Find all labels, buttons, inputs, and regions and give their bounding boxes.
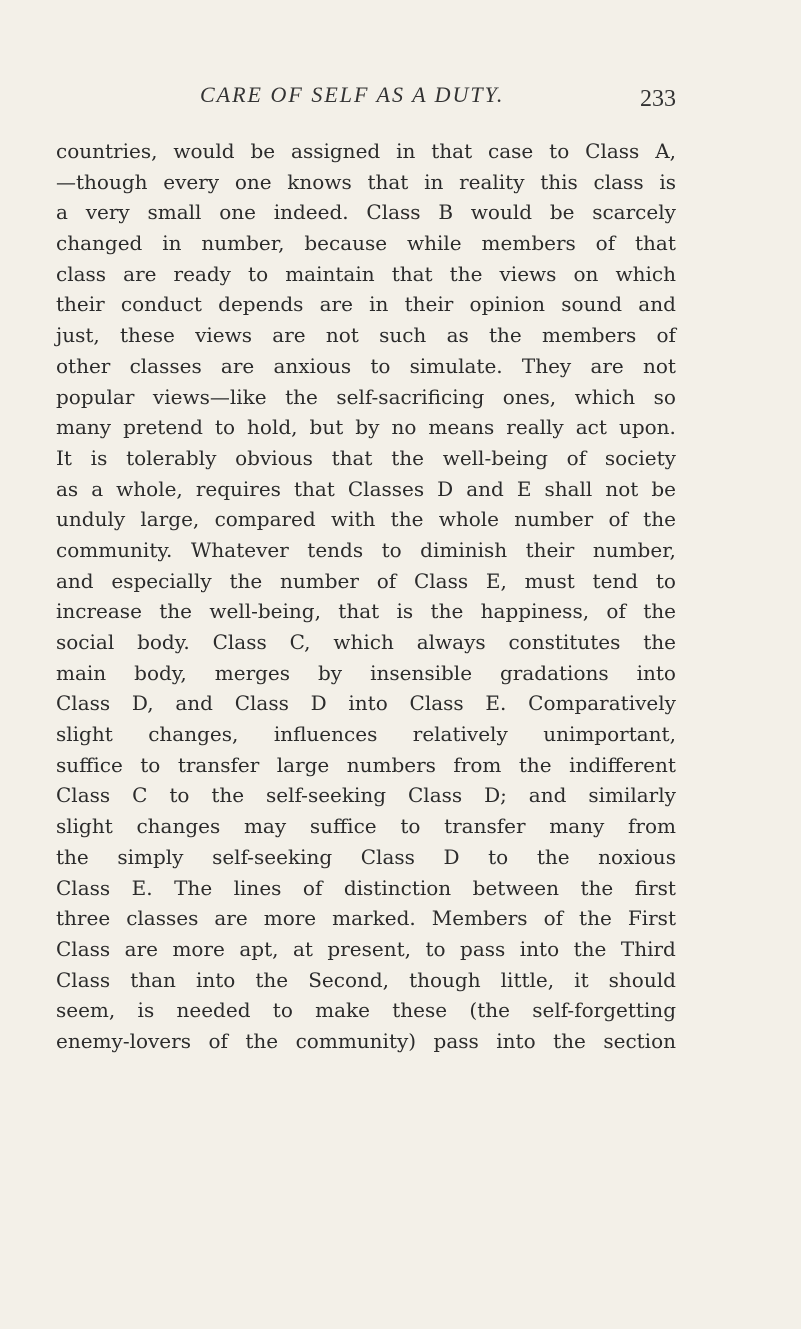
text-line: It is tolerably obvious that the well-being of society xyxy=(56,445,676,470)
page-number: 233 xyxy=(640,86,676,112)
text-line: enemy-lovers of the community) pass into the section xyxy=(56,1028,676,1053)
text-line: Class than into the Second, though little, it should xyxy=(56,967,676,992)
text-line: Class D, and Class D into Class E. Comparatively xyxy=(56,691,676,716)
running-head: CARE OF SELF AS A DUTY. xyxy=(200,82,505,107)
text-line: just, these views are not such as the members of xyxy=(56,323,676,348)
text-line: the simply self-seeking Class D to the noxious xyxy=(56,844,676,869)
text-line: social body. Class C, which always constitutes the xyxy=(56,630,676,654)
text-line: countries, would be assigned in that case to Class A, xyxy=(56,139,676,163)
text-line: community. Whatever tends to diminish their number, xyxy=(56,537,676,562)
text-line: unduly large, compared with the whole number of the xyxy=(56,507,676,532)
text-line: Class are more apt, at present, to pass into the Third xyxy=(56,936,676,961)
text-line: slight changes may suffice to transfer many from xyxy=(56,814,676,839)
text-line: slight changes, influences relatively unimportant, xyxy=(56,722,676,747)
text-line: seem, is needed to make these (the self-forgetting xyxy=(56,998,676,1023)
text-line: Class C to the self-seeking Class D; and similarly xyxy=(56,783,676,808)
text-line: popular views—like the self-sacrificing ones, which so xyxy=(56,384,676,409)
text-line: and especially the number of Class E, must tend to xyxy=(56,568,676,593)
text-line: changed in number, because while members of that xyxy=(56,231,676,256)
text-line: increase the well-being, that is the happiness, of the xyxy=(56,599,676,624)
text-line: their conduct depends are in their opinion sound and xyxy=(56,292,676,317)
text-line: as a whole, requires that Classes D and E shall not be xyxy=(56,476,676,501)
body-text xyxy=(56,136,676,1057)
text-line: Class E. The lines of distinction between the first xyxy=(56,875,676,900)
text-line: many pretend to hold, but by no means really act upon. xyxy=(56,415,676,440)
text-line: —though every one knows that in reality this class is xyxy=(56,169,676,194)
text-line: main body, merges by insensible gradations into xyxy=(56,660,676,685)
text-line: three classes are more marked. Members of the First xyxy=(56,906,676,931)
text-line: other classes are anxious to simulate. They are not xyxy=(56,353,676,378)
text-line: class are ready to maintain that the views on which xyxy=(56,261,676,286)
text-line: a very small one indeed. Class B would be scarcely xyxy=(56,200,676,225)
text-line: suffice to transfer large numbers from the indifferent xyxy=(56,752,676,777)
